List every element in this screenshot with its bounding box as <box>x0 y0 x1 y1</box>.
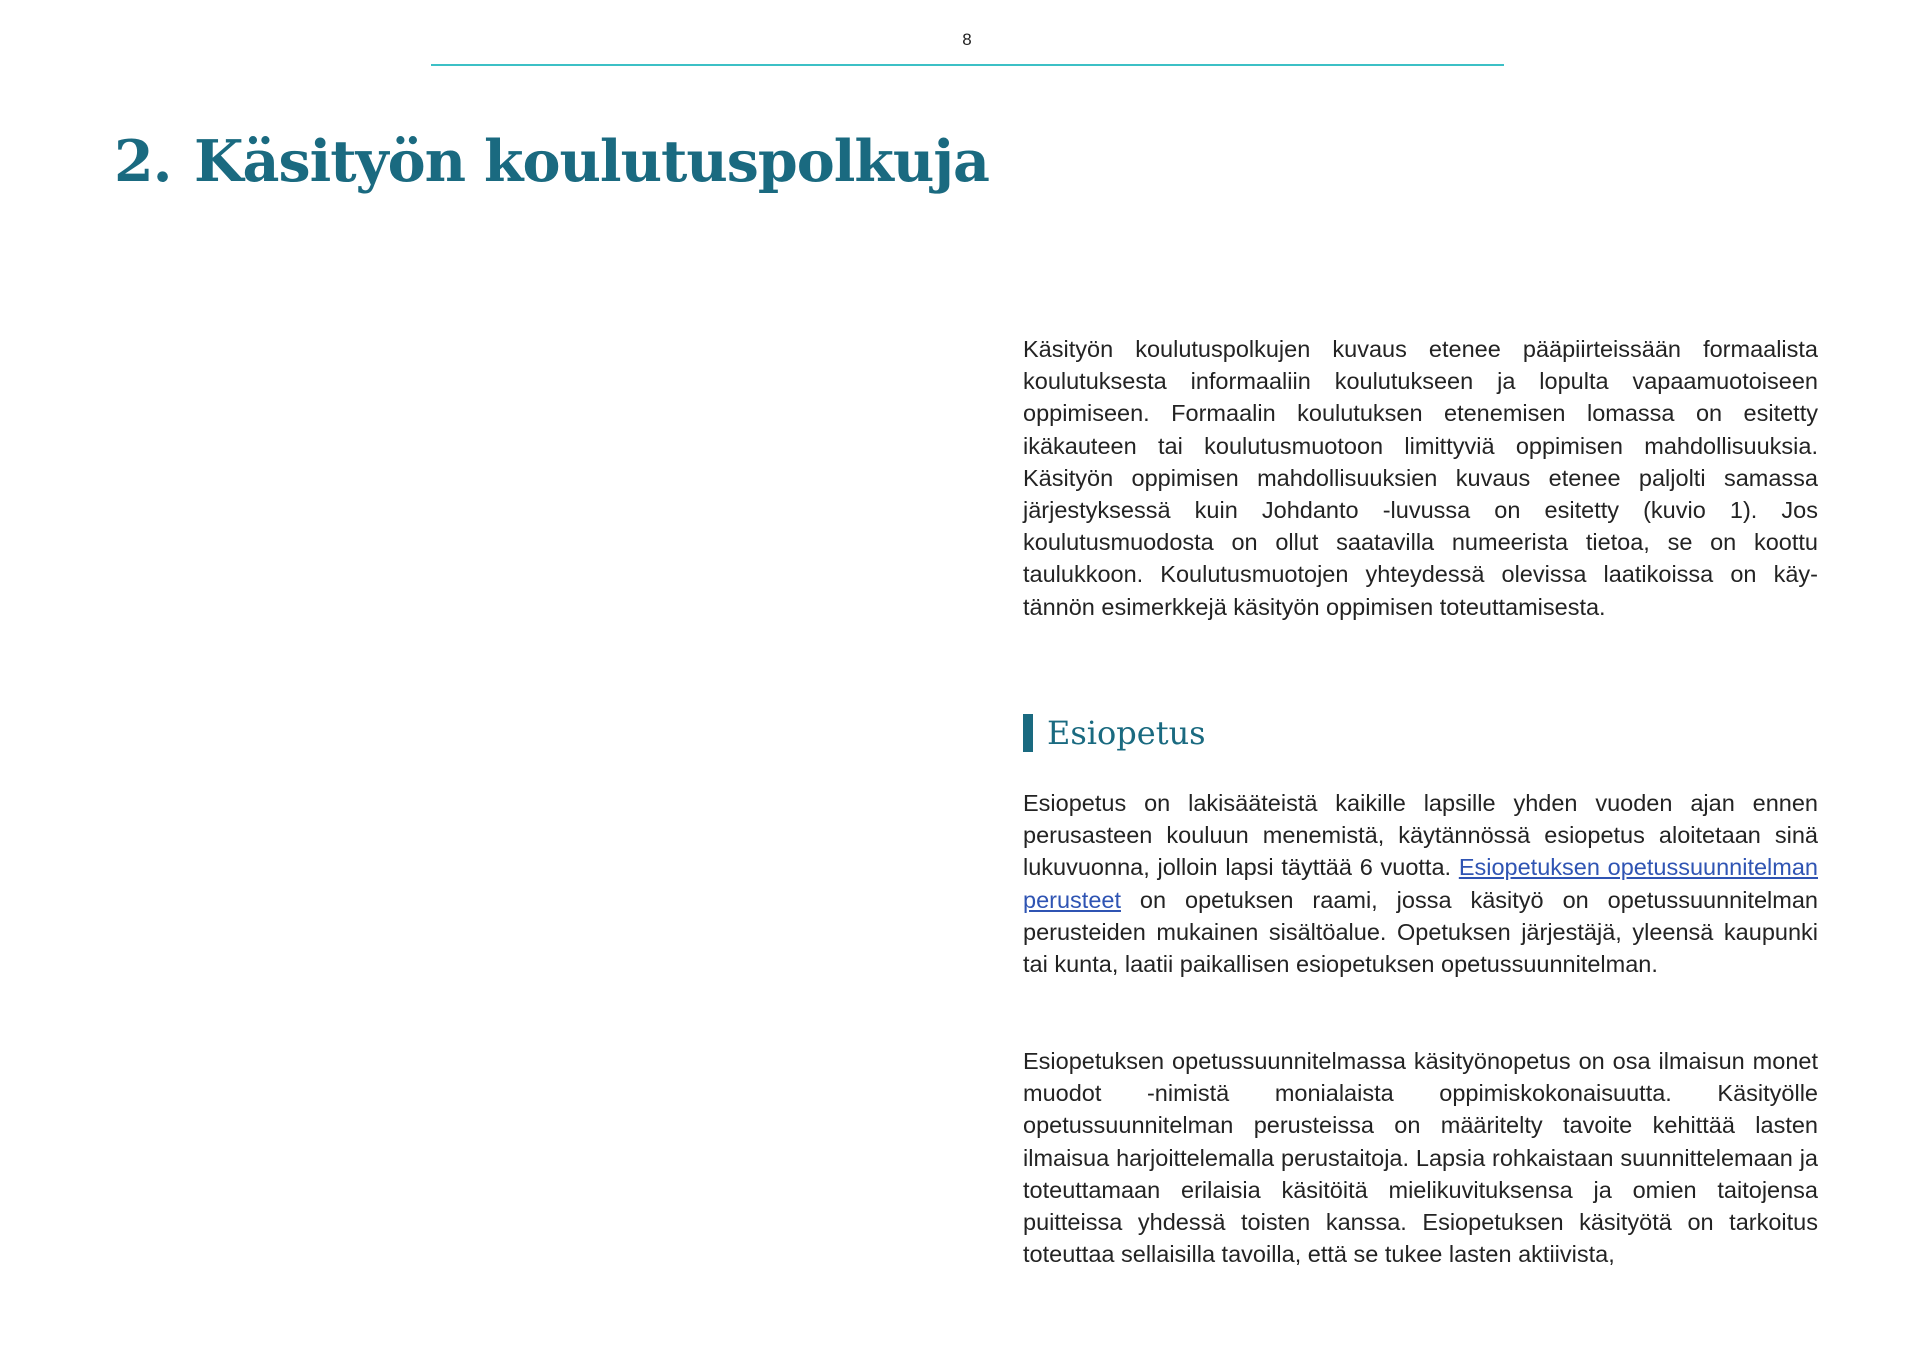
section-paragraph-1 <box>1023 787 1818 980</box>
section-title: Esiopetus <box>1047 714 1206 752</box>
section-heading <box>1023 714 1206 752</box>
header-divider <box>431 64 1504 66</box>
chapter-title <box>114 128 989 195</box>
curriculum-link[interactable]: Esiopetuksen opetussuunnitelman perusteet <box>1023 854 1818 913</box>
section-paragraph-2: Esiopetuksen opetussuunnitelmassa käsityönopetus on osa ilmaisun monet muodot -nimistä monialaista oppimiskokonaisuutta. Käsityölle opetussuunnitelman perusteissa on määritelty tavoite kehittää lasten ilmaisua harjoittelemalla perustaitoja. Lapsia rohkaistaan suunnittelemaan ja toteuttamaan erilaisia käsitöitä mielikuvituksensa ja omien taitojensa puitteissa yhdessä toisten kanssa. Esiopetuksen käsityötä on tarkoitus toteuttaa sellaisilla tavoilla, että se tukee lasten aktiivista, <box>1023 1048 1818 1268</box>
chapter-title-text: Käsityön koulutuspolkuja <box>194 128 989 195</box>
page-number: 8 <box>962 30 972 49</box>
section-heading-bar <box>1023 714 1033 752</box>
section-paragraph-1-text: Esiopetus on lakisääteistä kaikille lapsille yhden vuoden ajan ennen perusasteen kouluun menemistä, käytännössä esiopetus aloitetaan sinä lukuvuonna, jolloin lapsi täyttää 6 vuotta. <box>1023 790 1818 881</box>
section-paragraph-1-tail: on opetuksen raami, jossa käsityö on opetussuunnitelman perusteiden mukainen sisältöalue. Opetuksen järjestäjä, yleensä kaupunki tai kunta, laatii paikallisen esiopetuksen opetussuunnitelman. <box>1023 886 1818 978</box>
chapter-number: 2. <box>114 128 172 195</box>
intro-paragraph: Käsityön koulutuspolkujen kuvaus etenee pääpiirteissään formaalista koulutuksesta informaaliin koulutukseen ja lopulta vapaamuotoiseen oppimiseen. Formaalin koulutuksen etenemisen lomassa on esitetty ikäkauteen tai koulutusmuotoon limittyviä oppimisen mahdollisuuksia. Käsityön oppimisen mahdollisuuksien kuvaus etenee paljolti samassa järjestyksessä kuin Johdanto -luvussa on esitetty (kuvio 1). Jos koulutusmuodosta on ollut saatavilla numeerista tietoa, se on koottu taulukkoon. Koulutusmuotojen yhteydessä olevissa laatikoissa on käytännön esimerkkejä käsityön oppimisen toteuttamisesta. <box>1023 336 1818 620</box>
